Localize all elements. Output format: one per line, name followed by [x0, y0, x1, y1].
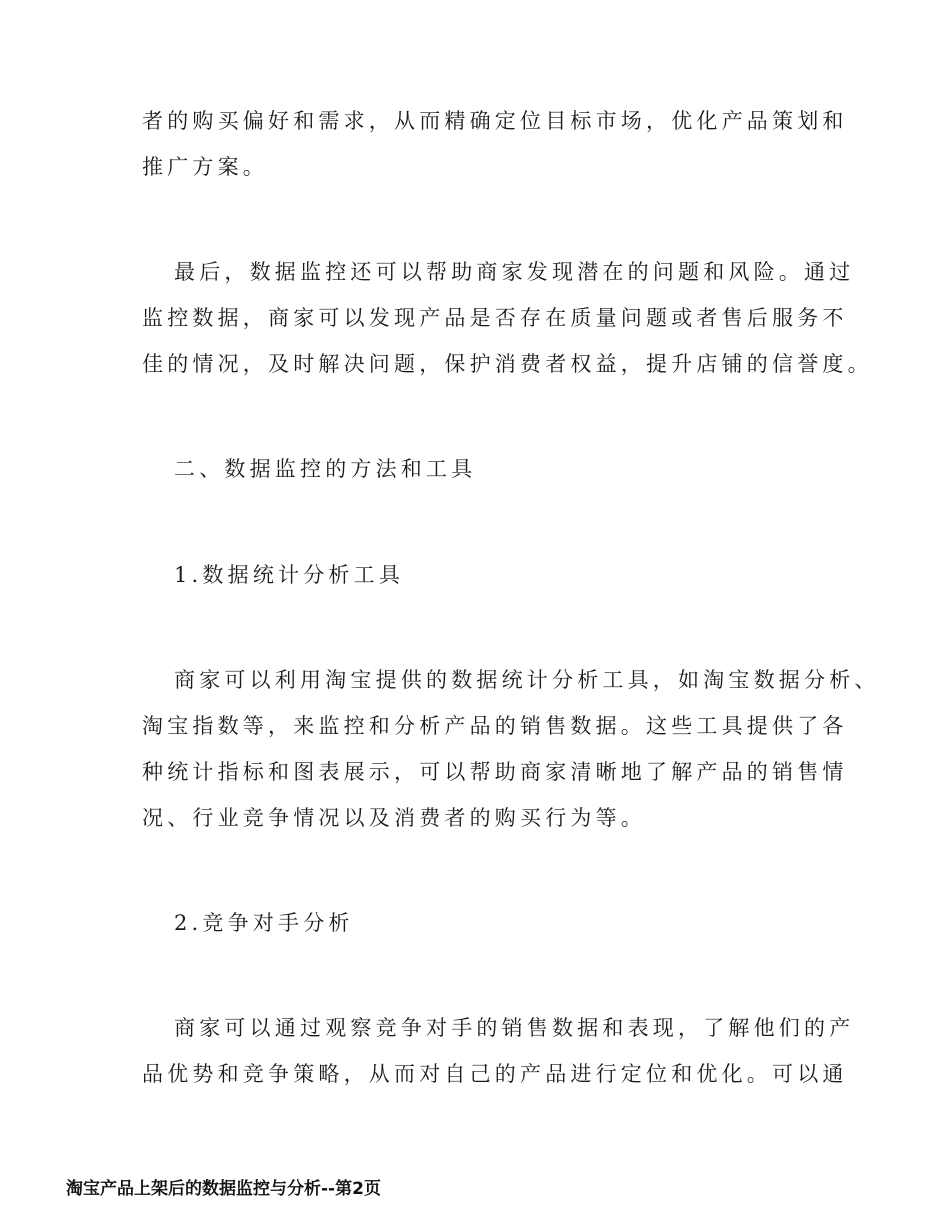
page-footer: 淘宝产品上架后的数据监控与分析--第2页 [66, 1179, 381, 1199]
subsection-heading: 2.竞争对手分析 [174, 911, 354, 935]
paragraph-line: 商家可以利用淘宝提供的数据统计分析工具，如淘宝数据分析、 [174, 668, 880, 692]
paragraph-line: 最后，数据监控还可以帮助商家发现潜在的问题和风险。通过 [174, 260, 855, 284]
paragraph-line: 佳的情况，及时解决问题，保护消费者权益，提升店铺的信誉度。 [142, 352, 873, 376]
paragraph-line: 况、行业竞争情况以及消费者的购买行为等。 [142, 806, 646, 830]
paragraph-line: 种统计指标和图表展示，可以帮助商家清晰地了解产品的销售情 [142, 760, 848, 784]
paragraph-line: 商家可以通过观察竞争对手的销售数据和表现，了解他们的产 [174, 1016, 855, 1040]
paragraph-line: 推广方案。 [142, 155, 268, 179]
subsection-heading: 1.数据统计分析工具 [174, 563, 405, 587]
section-heading: 二、数据监控的方法和工具 [174, 457, 477, 481]
paragraph-line: 淘宝指数等，来监控和分析产品的销售数据。这些工具提供了各 [142, 714, 848, 738]
paragraph-line: 者的购买偏好和需求，从而精确定位目标市场，优化产品策划和 [142, 109, 848, 133]
paragraph-line: 监控数据，商家可以发现产品是否存在质量问题或者售后服务不 [142, 306, 848, 330]
paragraph-line: 品优势和竞争策略，从而对自己的产品进行定位和优化。可以通 [142, 1062, 848, 1086]
